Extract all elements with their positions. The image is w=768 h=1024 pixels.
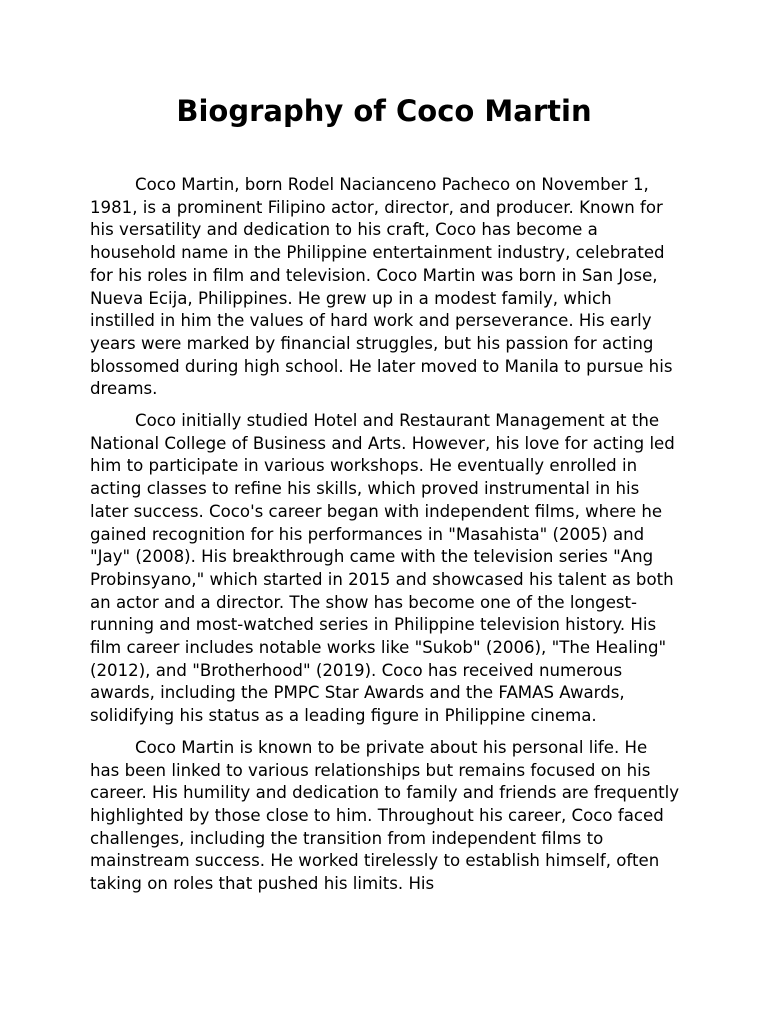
document-body — [90, 174, 680, 905]
paragraph-career: Coco initially studied Hotel and Restaurant Management at the National College of Business and Arts. However, his love for acting led him to participate in various workshops. He eventually enrolled in acting classes to refine his skills, which proved instrumental in his later success. Coco's career began with independent films, where he gained recognition for his performances in "Masahista" (2005) and "Jay" (2008). His breakthrough came with the television series "Ang Probinsyano," which started in 2015 and showcased his talent as both an actor and a director. The show has become one of the longest-running and most-watched series in Philippine television history. His film career includes notable works like "Sukob" (2006), "The Healing" (2012), and "Brotherhood" (2019). Coco has received numerous awards, including the PMPC Star Awards and the FAMAS Awards, solidifying his status as a leading figure in Philippine cinema. — [90, 411, 675, 726]
document-title: Biography of Coco Martin — [176, 94, 592, 128]
paragraph-early-life: Coco Martin, born Rodel Nacianceno Pacheco on November 1, 1981, is a prominent Filipino actor, director, and producer. Known for his versatility and dedication to his craft, Coco has become a household name in the Philippine entertainment industry, celebrated for his roles in film and television. Coco Martin was born in San Jose, Nueva Ecija, Philippines. He grew up in a modest family, which instilled in him the values of hard work and perseverance. His early years were marked by financial struggles, but his passion for acting blossomed during high school. He later moved to Manila to pursue his dreams. — [90, 175, 673, 399]
paragraph-personal-life: Coco Martin is known to be private about his personal life. He has been linked to various relationships but remains focused on his career. His humility and dedication to family and friends are frequently highlighted by those close to him. Throughout his career, Coco faced challenges, including the transition from independent films to mainstream success. He worked tirelessly to establish himself, often taking on roles that pushed his limits. His — [90, 737, 680, 894]
